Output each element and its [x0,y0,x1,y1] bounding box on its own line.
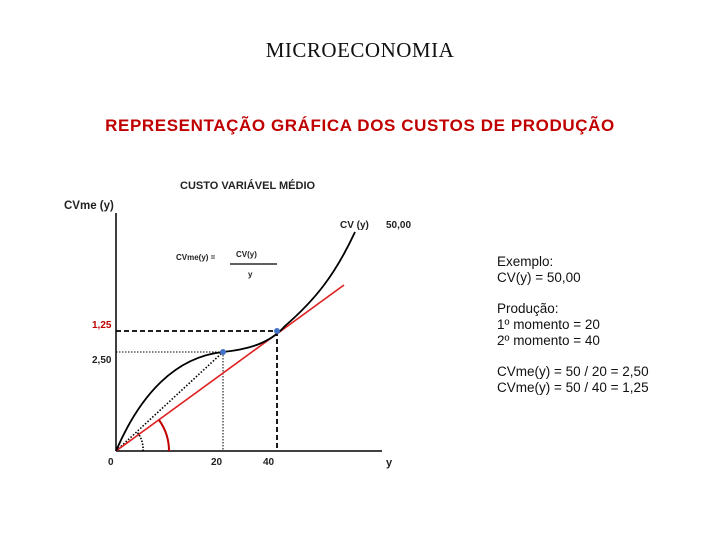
y-tick-label-1-25: 1,25 [92,320,112,331]
cv-curve [116,232,355,451]
production-moment-1: 1º momento = 20 [497,317,600,332]
formula-numerator: CV(y) [236,250,257,259]
curve-label: CV (y) [340,220,369,231]
point-40 [274,328,280,334]
x-tick-label-0: 0 [108,457,114,468]
ray-to-first-point [116,352,223,451]
x-tick-label-40: 40 [263,457,275,468]
example-panel [497,254,649,411]
calculation-2: CVme(y) = 50 / 40 = 1,25 [497,380,649,395]
curve-value: 50,00 [386,220,412,231]
x-axis-label: y [386,457,393,469]
y-tick-label-2-50: 2,50 [92,355,112,366]
production-moment-2: 2º momento = 40 [497,333,600,348]
y-axis-label: CVme (y) [64,200,114,212]
example-cv: CV(y) = 50,00 [497,270,581,285]
angle-arc-red [159,420,169,451]
diagram-title: CUSTO VARIÁVEL MÉDIO [180,180,316,192]
production-heading: Produção: [497,301,559,316]
tangent-ray [116,285,344,451]
point-20 [220,349,226,355]
page-subtitle: REPRESENTAÇÃO GRÁFICA DOS CUSTOS DE PRODUÇÃO [105,116,615,135]
calculation-1: CVme(y) = 50 / 20 = 2,50 [497,364,649,379]
formula-denominator: y [248,270,253,279]
example-heading: Exemplo: [497,254,554,269]
x-tick-label-20: 20 [211,457,223,468]
formula-left: CVme(y) = [176,253,216,262]
page-title: MICROECONOMIA [265,38,455,62]
